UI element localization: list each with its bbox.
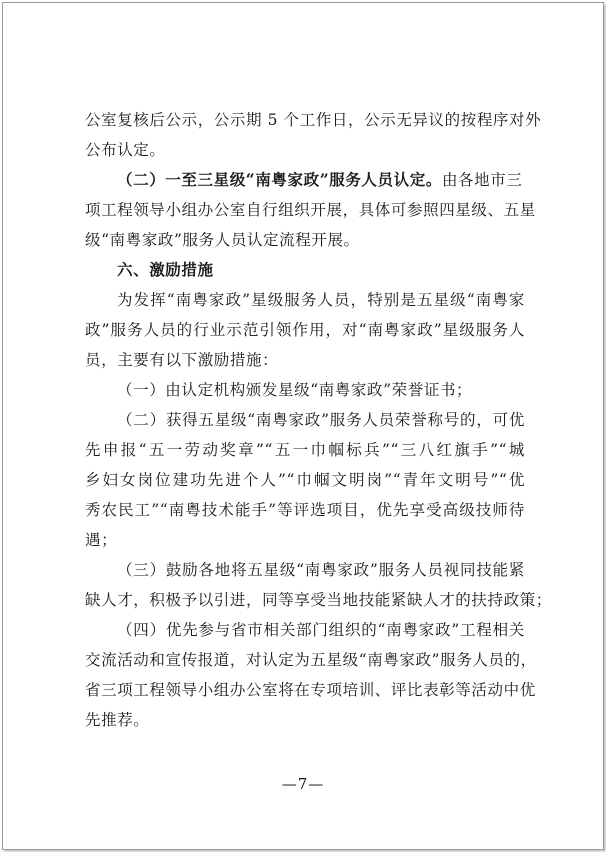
incentive-item-4-line-4: 先推荐。 [85,711,150,729]
incentive-item-1: （一）由认定机构颁发星级“南粤家政”荣誉证书； [117,381,473,399]
section-2-line [117,170,522,190]
body-line-4: 项工程领导小组办公室自行组织开展，具体可参照四星级、五星 [85,201,536,219]
body-line-8: 政”服务人员的行业示范引领作用，对“南粤家政”星级服务人 [85,321,525,339]
incentive-item-2-line-1: （二）获得五星级“南粤家政”服务人员荣誉称号的，可优 [117,411,525,429]
incentive-item-4-line-1: （四）优先参与省市相关部门组织的“南粤家政”工程相关 [117,621,525,639]
incentive-item-3-line-2: 缺人才，积极予以引进，同等享受当地技能紧缺人才的扶持政策； [85,591,552,609]
body-line-7: 为发挥“南粤家政”星级服务人员，特别是五星级“南粤家 [117,291,525,309]
section-heading-incentives: 六、激励措施 [117,261,214,279]
page-number: —7— [281,775,325,793]
section-2-heading: （二）一至三星级“南粤家政”服务人员认定。 [117,170,442,189]
body-line-2: 公布认定。 [85,141,166,159]
body-line-1: 公室复核后公示，公示期 5 个工作日，公示无异议的按程序对外 [85,111,542,129]
incentive-item-2-line-2: 先申报“五一劳动奖章”“五一巾帼标兵”“三八红旗手”“城 [85,441,525,459]
incentive-item-4-line-3: 省三项工程领导小组办公室将在专项培训、评比表彰等活动中优 [85,681,536,699]
incentive-item-2-line-4: 秀农民工”“南粤技术能手”等评选项目，优先享受高级技师待 [85,501,525,519]
body-line-5: 级“南粤家政”服务人员认定流程开展。 [85,231,360,249]
body-line-9: 员，主要有以下激励措施： [85,351,279,369]
incentive-item-2-line-5: 遇； [85,531,118,549]
incentive-item-4-line-2: 交流活动和宣传报道，对认定为五星级“南粤家政”服务人员的， [85,651,537,669]
incentive-item-3-line-1: （三）鼓励各地将五星级“南粤家政”服务人员视同技能紧 [117,561,525,579]
section-2-text: 由各地市三 [441,171,523,189]
incentive-item-2-line-3: 乡妇女岗位建功先进个人”“巾帼文明岗”“青年文明号”“优 [85,471,525,489]
